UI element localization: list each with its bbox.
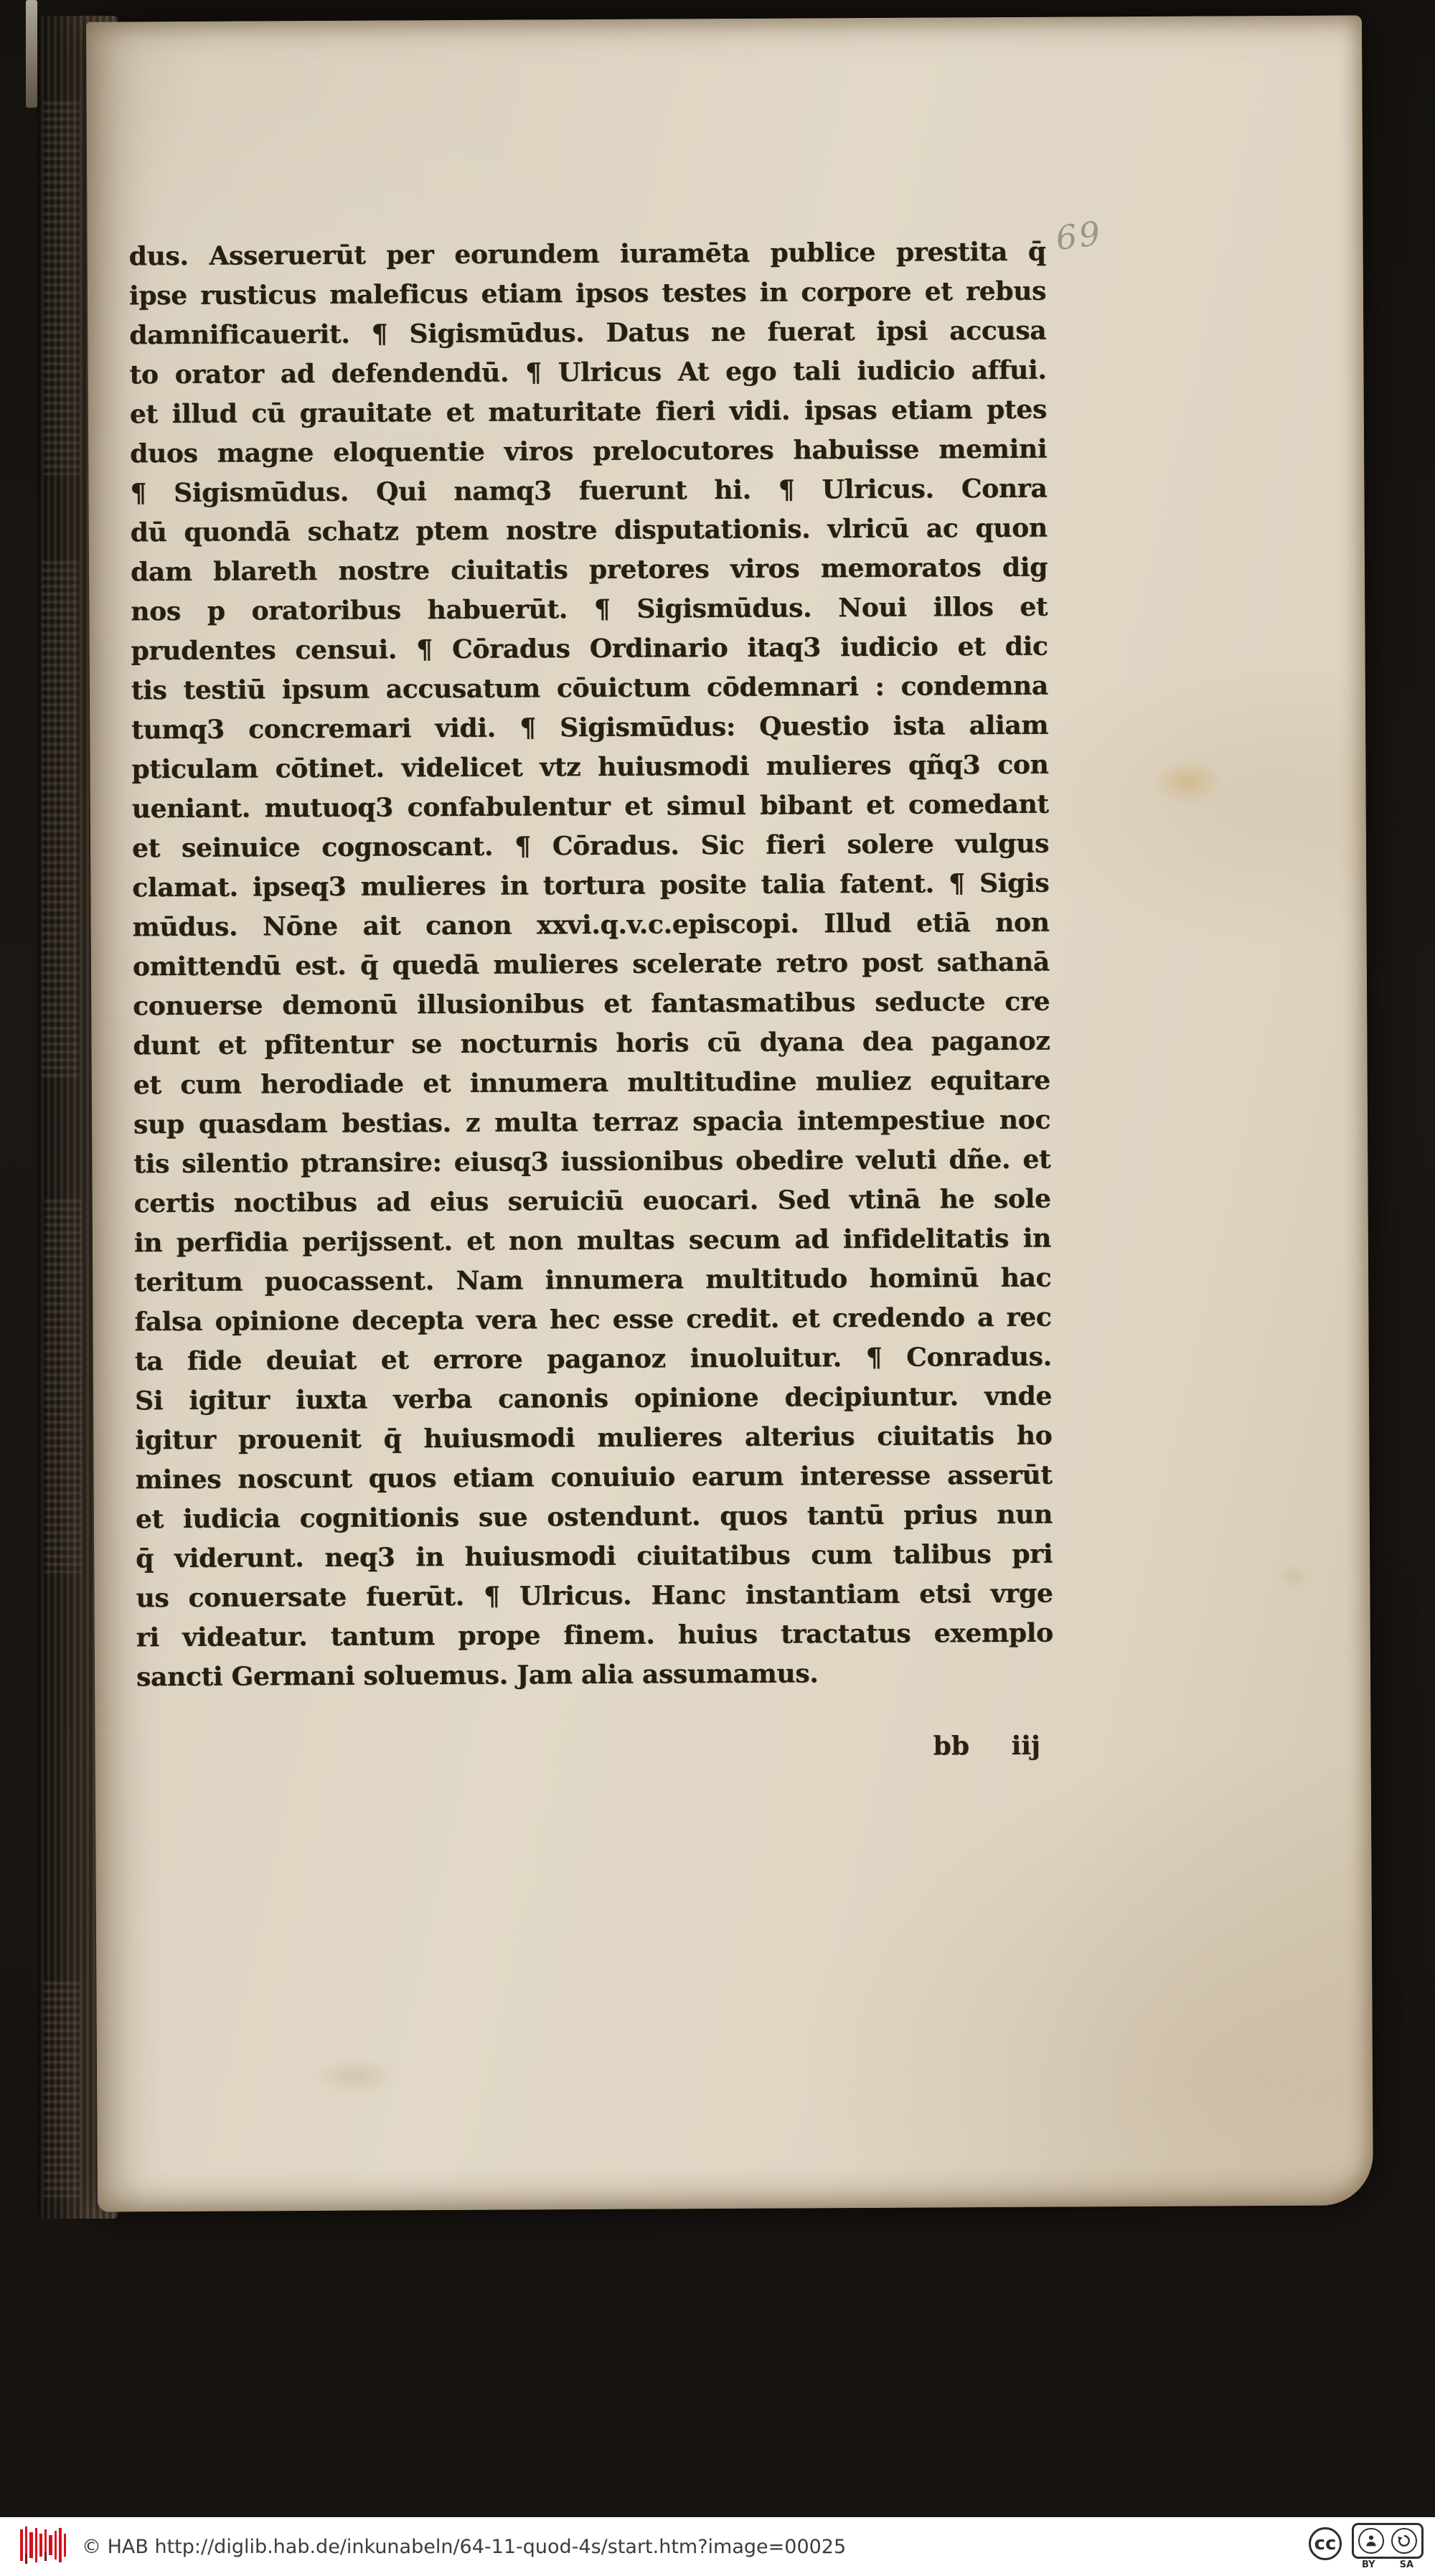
text-line: damnificauerit. ¶ Sigismūdus. Datus ne fuerat ipsi accusa [129,315,1047,351]
text-line: tis silentio ptransire: eiusq3 iussionibus obedire veluti dñe. et [133,1144,1051,1180]
text-line: q̄ viderunt. neq3 in huiusmodi ciuitatibus cum talibus pri [136,1538,1053,1574]
paper-stain [1278,1566,1309,1587]
text-line: ipse rusticus maleficus etiam ipsos testes in corpore et rebus [128,276,1047,311]
cc-sa-icon [1391,2528,1417,2554]
page-edge-sliver [26,0,37,108]
page-edge-bleed [43,1982,80,2197]
cc-license-badge[interactable] [1309,2523,1424,2570]
page-text-block [129,232,1054,1698]
text-line: sancti Germani soluemus. Jam alia assumamus. [136,1658,819,1693]
text-line: et cum herodiade et innumera multitudine muliez equitare [133,1065,1050,1101]
text-line: ta fide deuiat et errore paganoz inuoluitur. ¶ Conradus. [134,1341,1052,1377]
text-line: nos p oratoribus habuerūt. ¶ Sigismūdus. Noui illos et [131,591,1048,627]
page-edge-bleed [44,1200,82,1573]
page-edge-bleed [42,561,79,1078]
text-line: et iudicia cognitionis sue ostendunt. quos tantū prius nun [135,1499,1053,1535]
footer-bar [0,2517,1435,2576]
text-line: et illud cū grauitate et maturitate fieri vidi. ipsas etiam ptes [129,394,1047,430]
cc-sa-label: SA [1399,2559,1414,2570]
signature-left: bb [933,1731,970,1762]
text-line: in perfidia perijssent. et non multas secum ad infidelitatis in [133,1223,1052,1259]
text-line: conuerse demonū illusionibus et fantasmatibus seducte cre [133,986,1050,1022]
text-line: mines noscunt quos etiam conuiuio earum interesse asserūt [135,1459,1053,1495]
text-line: et seinuice cognoscant. ¶ Cōradus. Sic fieri solere vulgus [131,828,1050,864]
text-line: omittendū est. q̄ quedā mulieres scelerate retro post sathanā [132,946,1050,982]
hab-logo[interactable] [19,2525,70,2568]
text-line: dam blareth nostre ciuitatis pretores viros memoratos dig [130,552,1048,588]
text-line: sup quasdam bestias. z multa terraz spacia intempestiue noc [133,1104,1051,1140]
text-line: clamat. ipseq3 mulieres in tortura posite talia fatent. ¶ Sigis [132,868,1050,903]
page-edge-bleed [43,102,80,475]
text-line: Si igitur iuxta verba canonis opinione decipiuntur. vnde [134,1381,1053,1416]
text-line: ri videatur. tantum prope finem. huius tractatus exemplo [136,1617,1053,1653]
text-line: ueniant. mutuoq3 confabulentur et simul bibant et comedant [131,789,1049,824]
text-line: dunt et pfitentur se nocturnis horis cū dyana dea paganoz [133,1025,1050,1061]
text-line: us conuersate fuerūt. ¶ Ulricus. Hanc instantiam etsi vrge [136,1578,1053,1614]
cc-by-label: BY [1361,2559,1375,2570]
text-line: ¶ Sigismūdus. Qui namq3 fuerunt hi. ¶ Ulricus. Conra [130,473,1048,509]
handwritten-folio-number: 69 [1053,213,1105,258]
text-line: teritum puocassent. Nam innumera multitudo hominū hac [134,1262,1052,1298]
text-line: certis noctibus ad eius seruiciū euocari. Sed vtinā he sole [133,1183,1051,1219]
text-line: dus. Asseruerūt per eorundem iuramēta publice prestita q̄ [128,236,1046,272]
text-line: mūdus. Nōne ait canon xxvi.q.v.c.episcopi. Illud etiā non [132,907,1050,943]
cc-icon[interactable]: cc [1309,2527,1342,2560]
paper-stain [312,2058,398,2095]
text-line: prudentes censui. ¶ Cōradus Ordinario itaq3 iudicio et dic [131,631,1048,667]
text-line: dū quondā schatz ptem nostre disputationis. vlricū ac quon [130,512,1048,548]
text-line: pticulam cōtinet. videlicet vtz huiusmodi mulieres qñq3 con [131,749,1049,785]
text-line: duos magne eloquentie viros prelocutores habuisse memini [130,433,1048,469]
signature-right: iij [1011,1730,1041,1761]
text-line: igitur prouenit q̄ huiusmodi mulieres alterius ciuitatis ho [135,1420,1053,1456]
copyright-url: © HAB http://diglib.hab.de/inkunabeln/64-11-quod-4s/start.htm?image=00025 [82,2535,847,2558]
cc-by-icon [1358,2528,1384,2554]
scanned-page [86,15,1373,2211]
text-line: tumq3 concremari vidi. ¶ Sigismūdus: Questio ista aliam [131,710,1049,746]
text-line: tis testiū ipsum accusatum cōuictum cōdemnari : condemna [131,670,1048,706]
quire-signature [933,1731,1040,1762]
paper-stain [1152,758,1223,805]
text-line: falsa opinione decepta vera hec esse credit. et credendo a rec [134,1302,1052,1338]
text-line: to orator ad defendendū. ¶ Ulricus At ego tali iudicio affui. [129,354,1047,390]
